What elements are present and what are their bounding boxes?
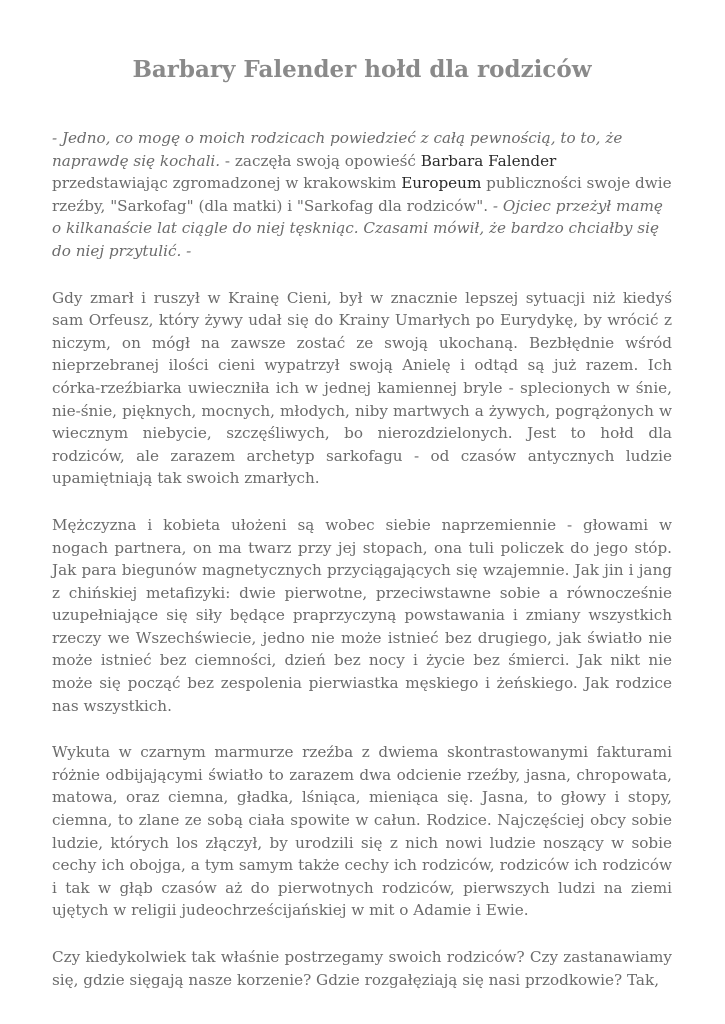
- intro-text-1: - zaczęła swoją opowieść: [220, 151, 421, 170]
- intro-text-2: przedstawiając zgromadzonej w krakowskim: [52, 174, 402, 193]
- article-body: [52, 127, 672, 1015]
- intro-quote-1: - Jedno, co mogę o moich rodzicach powiedzieć z całą pewnością, to to, że naprawdę się kochali.: [52, 129, 623, 170]
- artist-link[interactable]: Barbara Falender: [420, 151, 557, 170]
- paragraph-4: Czy kiedykolwiek tak właśnie postrzegamy swoich rodziców? Czy zastanawiamy się, gdzie sięgają nasze korzenie? Gdzie rozgałęziają się nasi przodkowie? Tak,: [52, 948, 672, 989]
- venue-link[interactable]: Europeum: [401, 174, 482, 193]
- intro-quote-2: - Ojciec przeżył mamę o kilkanaście lat ciągle do niej tęskniąc. Czasami mówił, że bardzo chciałby się do niej przytulić. -: [52, 196, 663, 260]
- intro-paragraph: [52, 127, 672, 263]
- paragraph-1: Gdy zmarł i ruszył w Krainę Cieni, był w znacznie lepszej sytuacji niż kiedyś sam Orfeusz, który żywy udał się do Krainy Umarłych po Eurydykę, by wrócić z niczym, on mógł na zawsze zostać ze swoją ukochaną. Bezbłędnie wśród nieprzebranej ilości cieni wypatrzył swoją Anielę i odtąd są już razem. Ich córka-rzeźbiarka uwieczniła ich w jednej kamiennej bryle - splecionych w śnie, nie-śnie, pięknych, mocnych, młodych, niby martwych a żywych, pogrążonych w wiecznym niebycie, szczęśliwych, bo nierozdzielonych. Jest to hołd dla rodziców, ale zarazem archetyp sarkofagu - od czasów antycznych ludzie upamiętniają tak swoich zmarłych.: [52, 288, 672, 488]
- article-title: Barbary Falender hołd dla rodziców: [132, 56, 592, 83]
- paragraph-2: Mężczyzna i kobieta ułożeni są wobec siebie naprzemiennie - głowami w nogach partnera, on ma twarz przy jej stopach, ona tuli policzek do jego stóp. Jak para biegunów magnetycznych przyciągających się wzajemnie. Jak jin i jang z chińskiej metafizyki: dwie pierwotne, przeciwstawne sobie a równocześnie uzupełniające się siły będące praprzyczyną powstawania i zmiany wszystkich rzeczy we Wszechświecie, jedno nie może istnieć bez drugiego, jak światło nie może istnieć bez ciemności, dzień bez nocy i życie bez śmierci. Jak nikt nie może się począć bez zespolenia pierwiastka męskiego i żeńskiego. Jak rodzice nas wszystkich.: [52, 515, 672, 715]
- intro-text-3: publiczności swoje dwie rzeźby, "Sarkofag" (dla matki) i "Sarkofag dla rodziców".: [52, 174, 672, 215]
- paragraph-3: Wykuta w czarnym marmurze rzeźba z dwiema skontrastowanymi fakturami różnie odbijającymi światło to zarazem dwa odcienie rzeźby, jasna, chropowata, matowa, oraz ciemna, gładka, lśniąca, mieniąca się. Jasna, to głowy i stopy, ciemna, to zlane ze sobą ciała spowite w całun. Rodzice. Najczęściej obcy sobie ludzie, których los złączył, by urodzili się z nich nowi ludzie noszący w sobie cechy ich obojga, a tym samym także cechy ich rodziców, rodziców ich rodziców i tak w głąb czasów aż do pierwotnych rodziców, pierwszych ludzi na ziemi ujętych w religii judeochrześcijańskiej w mit o Adamie i Ewie.: [52, 743, 672, 920]
